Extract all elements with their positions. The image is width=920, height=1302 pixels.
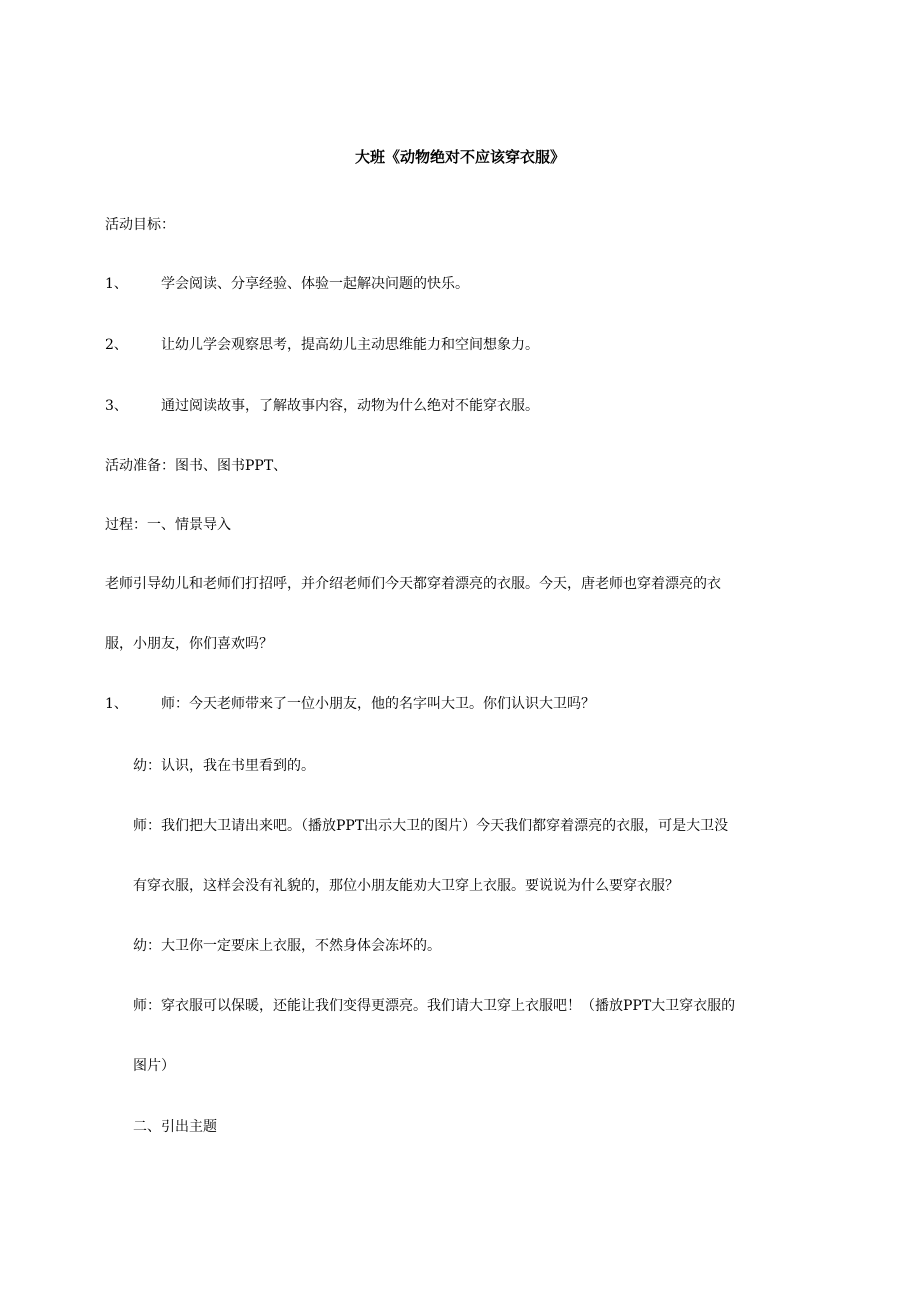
process-heading: 过程：一、情景导入 [105,517,231,533]
intro-paragraph-line: 老师引导幼儿和老师们打招呼，并介绍老师们今天都穿着漂亮的衣服。今天，唐老师也穿着漂亮的衣 [105,576,721,592]
dialogue-line: 幼：大卫你一定要床上衣服，不然身体会冻坏的。 [133,938,441,954]
goal-text: 学会阅读、分享经验、体验一起解决问题的快乐。 [161,276,469,292]
step-number: 1、 [105,696,128,712]
dialogue-line: 师：穿衣服可以保暖，还能让我们变得更漂亮。我们请大卫穿上衣服吧！（播放PPT大卫穿衣服的 [133,998,736,1014]
goal-number: 1、 [105,276,128,292]
goal-text: 通过阅读故事，了解故事内容，动物为什么绝对不能穿衣服。 [161,398,539,414]
dialogue-line: 幼：认识，我在书里看到的。 [133,758,315,774]
preparation-line: 活动准备：图书、图书PPT、 [105,458,288,474]
goals-heading: 活动目标： [105,217,175,233]
goal-number: 3、 [105,398,128,414]
goal-number: 2、 [105,337,128,353]
dialogue-line: 有穿衣服，这样会没有礼貌的，那位小朋友能劝大卫穿上衣服。要说说为什么要穿衣服？ [133,878,679,894]
step-text: 师：今天老师带来了一位小朋友，他的名字叫大卫。你们认识大卫吗？ [161,696,595,712]
dialogue-line: 图片） [133,1058,175,1074]
goal-text: 让幼儿学会观察思考，提高幼儿主动思维能力和空间想象力。 [161,337,539,353]
dialogue-line: 师：我们把大卫请出来吧。（播放PPT出示大卫的图片）今天我们都穿着漂亮的衣服，可是大卫没 [133,818,729,834]
intro-paragraph-line: 服，小朋友，你们喜欢吗？ [105,636,273,652]
document-title: 大班《动物绝对不应该穿衣服》 [354,148,565,166]
section-heading: 二、引出主题 [133,1119,217,1135]
